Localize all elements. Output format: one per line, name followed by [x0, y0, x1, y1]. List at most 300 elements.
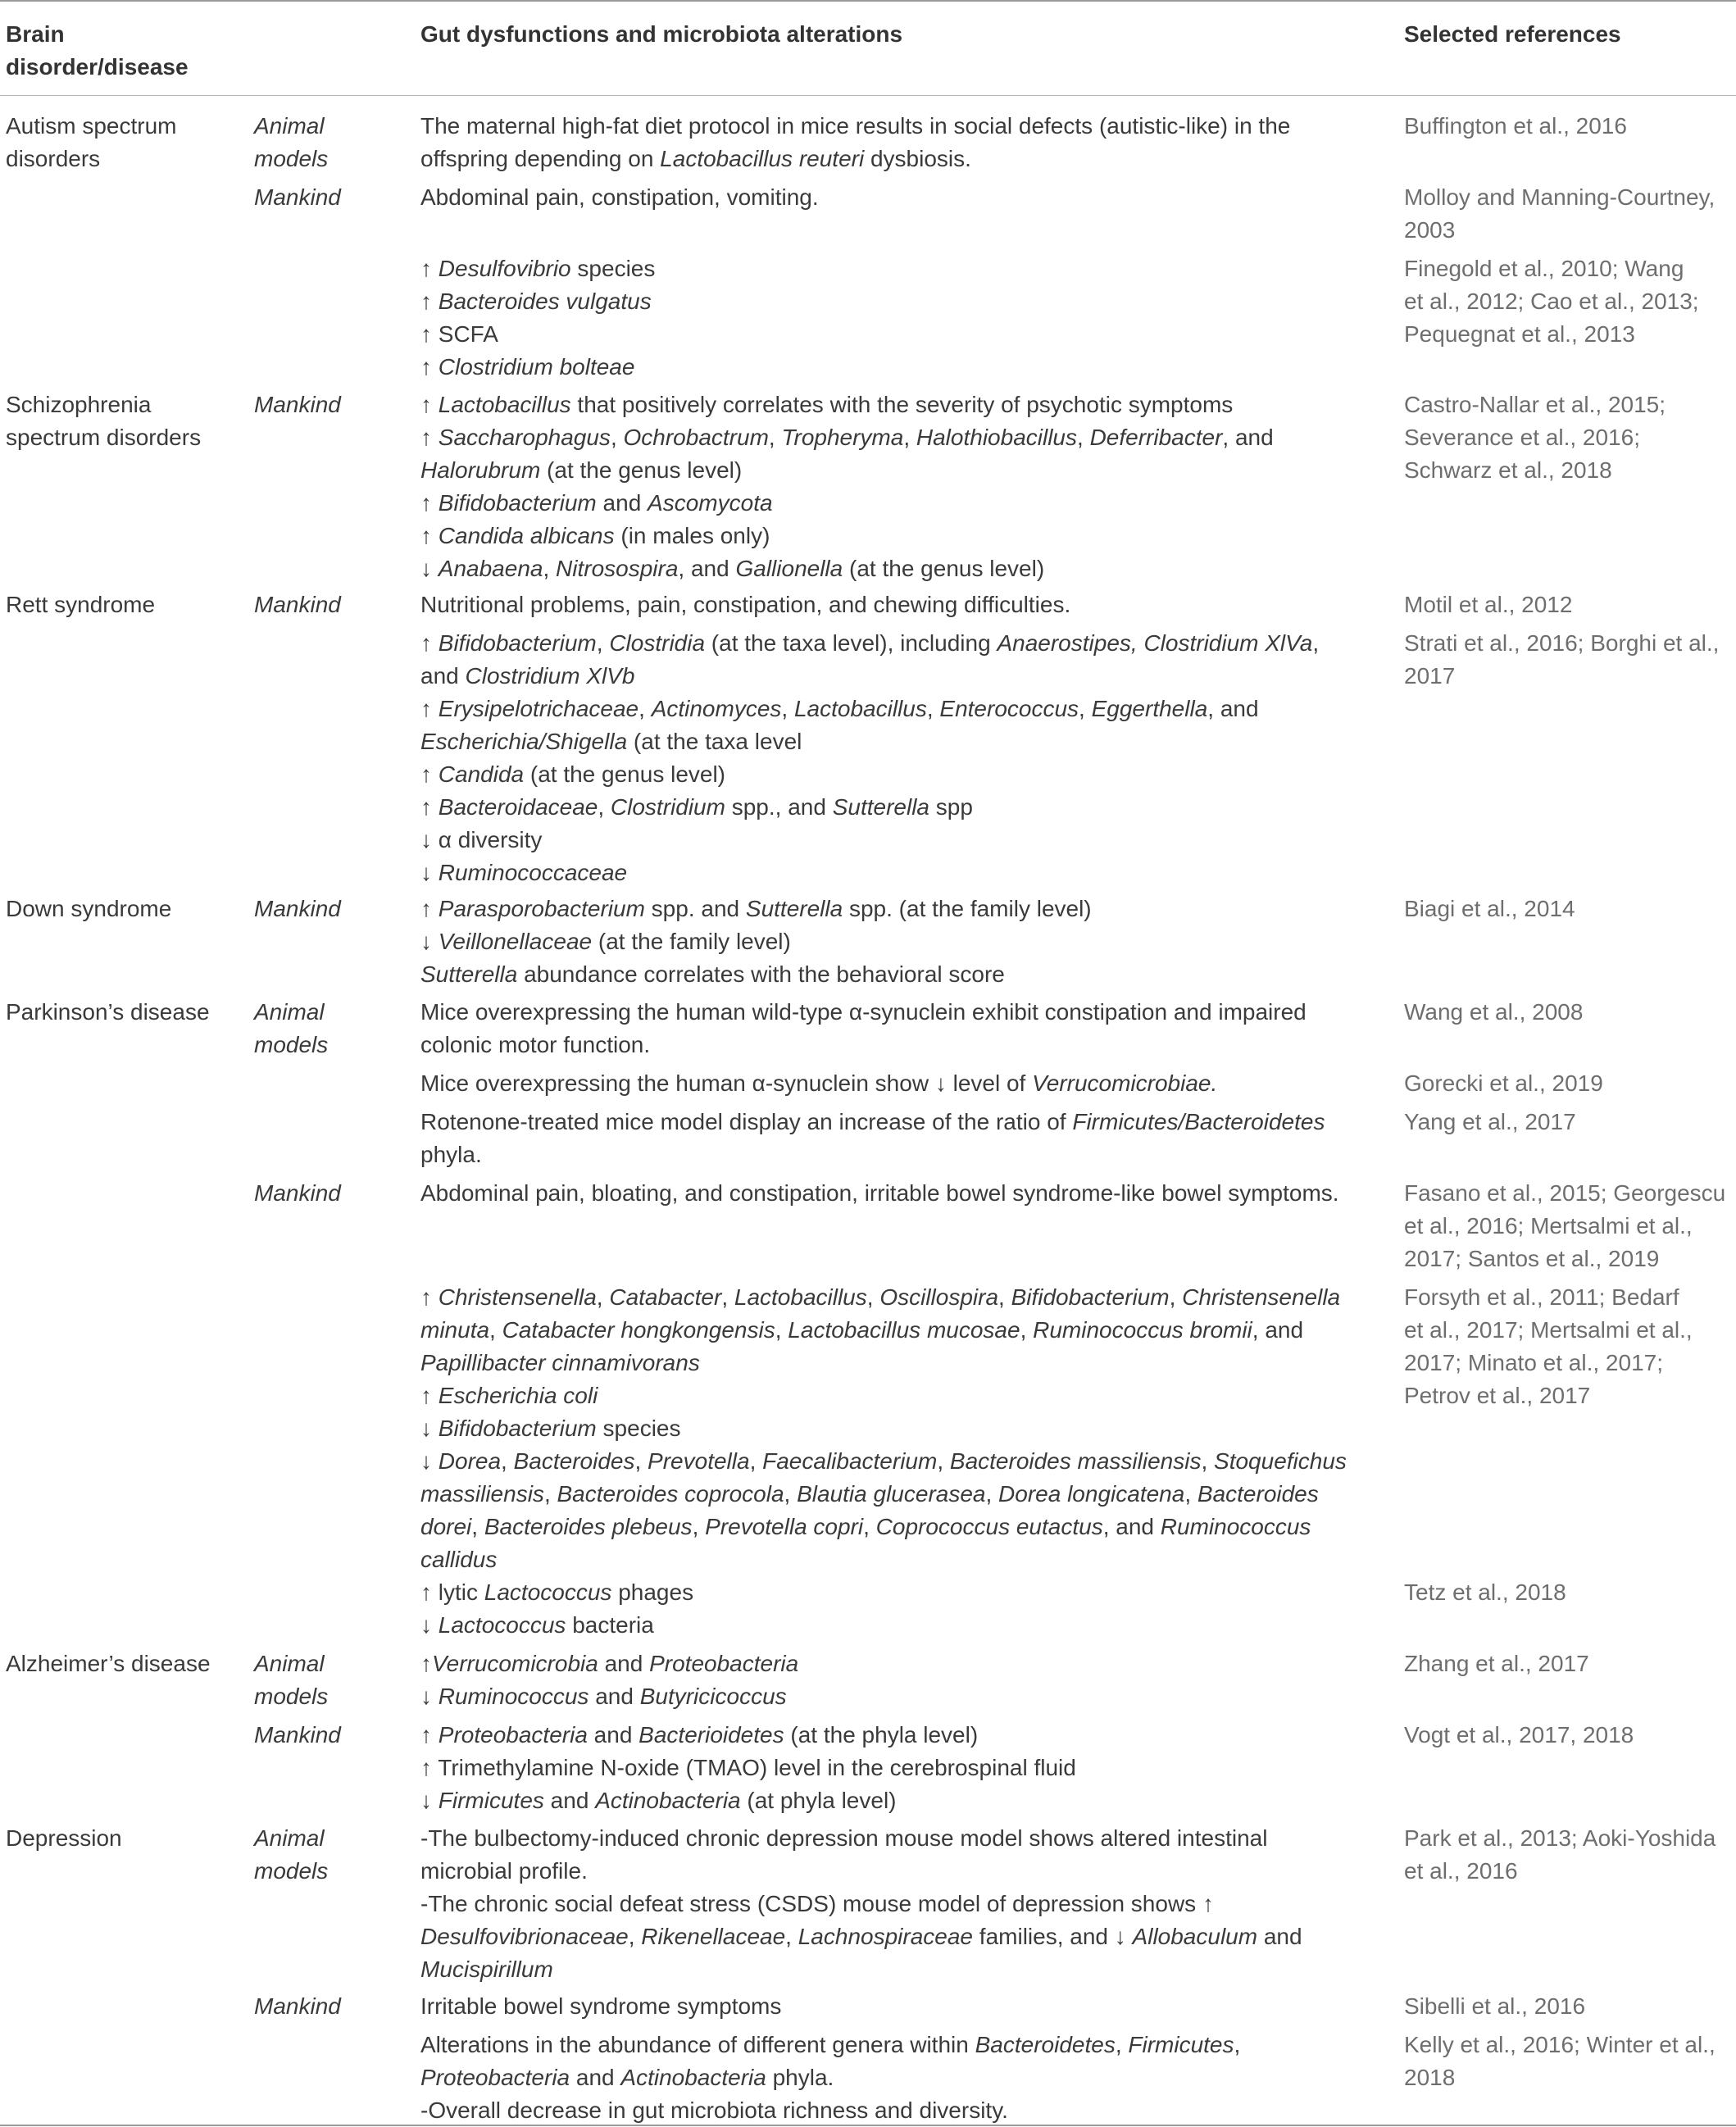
model-line: Mankind [254, 896, 341, 921]
alteration-line [420, 252, 1379, 285]
text-segment: , [489, 1317, 502, 1343]
text-segment: Deferribacter [1089, 425, 1223, 450]
text-segment: Bacteroides [1197, 1481, 1319, 1507]
text-segment: (in males only) [614, 523, 770, 548]
text-segment: , [543, 556, 557, 581]
text-segment: Nitrosospira [556, 556, 679, 581]
disorder-cell [6, 589, 243, 621]
disorder-cell [6, 1648, 243, 1680]
text-segment: Halothiobacillus [916, 425, 1077, 450]
alteration-line [420, 925, 1379, 958]
alterations-cell [420, 1648, 1379, 1713]
text-segment: , [628, 1924, 642, 1949]
text-segment: , [998, 1284, 1011, 1310]
alteration-line [420, 1106, 1379, 1138]
reference-line: 2017 [1404, 663, 1456, 689]
alteration-line [420, 110, 1379, 143]
alteration-line [420, 1412, 1379, 1445]
text-segment: , and [1102, 1514, 1161, 1539]
text-segment: (at the phyla level) [784, 1722, 979, 1748]
text-segment: Dorea longicatena [998, 1481, 1185, 1507]
text-segment: spp. and [644, 896, 746, 921]
text-segment: Clostridium [610, 794, 725, 820]
text-segment: Dorea [438, 1448, 502, 1474]
model-line: Mankind [254, 1180, 341, 1206]
references-cell [1404, 1822, 1732, 1888]
text-segment: and [598, 1651, 650, 1676]
text-segment: Firmicutes [1128, 2032, 1234, 2057]
text-segment: (at the genus level) [524, 761, 726, 787]
text-segment: , [775, 1317, 788, 1343]
alteration-line [420, 1680, 1379, 1713]
references-cell [1404, 893, 1732, 925]
alteration-line [420, 2094, 1379, 2127]
alteration-line [420, 285, 1379, 318]
text-segment: Actinobacteria [620, 2065, 766, 2090]
references-cell [1404, 1648, 1732, 1680]
text-segment: (at phyla level) [740, 1788, 897, 1813]
text-segment: Christensenella [438, 1284, 597, 1310]
alteration-line [420, 454, 1379, 487]
alterations-cell [420, 1719, 1379, 1817]
text-segment: Bifidobacterium [438, 1416, 597, 1441]
model-line: Animal [254, 1825, 325, 1851]
text-segment: , [1312, 630, 1320, 656]
alteration-line [420, 318, 1379, 351]
text-segment: Catabacter [609, 1284, 722, 1310]
text-segment: , [937, 1448, 950, 1474]
reference-line: 2018 [1404, 2065, 1456, 2090]
alteration-line [420, 893, 1379, 925]
references-cell [1404, 1990, 1732, 2023]
text-segment: ↑ [420, 794, 439, 820]
alterations-cell [420, 1990, 1379, 2023]
text-segment: (at the taxa level), including [705, 630, 998, 656]
text-segment: Abdominal pain, bloating, and constipation, irritable bowel syndrome-like bowel symptoms. [420, 1180, 1339, 1206]
text-segment: phyla. [766, 2065, 834, 2090]
text-segment: -The chronic social defeat stress (CSDS) mouse model of depression shows ↑ [420, 1891, 1214, 1916]
text-segment: (at the family level) [592, 929, 791, 954]
text-segment: ↑ SCFA [420, 321, 498, 347]
disorder-line: Depression [6, 1825, 122, 1851]
alteration-line [420, 1920, 1379, 1953]
reference-line: et al., 2017; Mertsalmi et al., [1404, 1317, 1693, 1343]
alteration-line [420, 1347, 1379, 1379]
text-segment: Rotenone-treated mice model display an increase of the ratio of [420, 1109, 1073, 1134]
alteration-line [420, 791, 1379, 824]
reference-line: Schwarz et al., 2018 [1404, 457, 1612, 483]
text-segment: ↓ [420, 929, 439, 954]
reference-line: Fasano et al., 2015; Georgescu [1404, 1180, 1726, 1206]
disorder-cell [6, 996, 243, 1029]
alteration-line [420, 1855, 1379, 1888]
alteration-line [420, 1543, 1379, 1576]
text-segment: that positively correlates with the severity of psychotic symptoms [570, 392, 1234, 417]
alteration-line [420, 1281, 1379, 1314]
text-segment: Bacterioidetes [639, 1722, 784, 1748]
text-segment: Halorubrum [420, 457, 541, 483]
model-cell [254, 1719, 410, 1752]
alteration-line [420, 1478, 1379, 1511]
alteration-line [420, 1138, 1379, 1171]
alteration-line [420, 1752, 1379, 1784]
text-segment: Clostridium XlVb [465, 663, 635, 689]
text-segment: massiliensis [420, 1481, 544, 1507]
reference-line: Kelly et al., 2016; Winter et al., [1404, 2032, 1716, 2057]
text-segment: ↑ [420, 354, 439, 379]
text-segment: Prevotella [648, 1448, 750, 1474]
text-segment: ↑ [420, 289, 439, 314]
text-segment: bacteria [566, 1612, 654, 1638]
alteration-line [420, 1784, 1379, 1817]
text-segment: Saccharophagus [438, 425, 611, 450]
text-segment: Mice overexpressing the human α-synuclein show ↓ level of [420, 1070, 1033, 1096]
text-segment: Faecalibacterium [762, 1448, 938, 1474]
text-segment: Alterations in the abundance of different genera within [420, 2032, 975, 2057]
reference-line: Vogt et al., 2017, 2018 [1404, 1722, 1634, 1748]
alterations-cell [420, 110, 1379, 175]
text-segment: Bacteroides massiliensis [949, 1448, 1202, 1474]
text-segment: Clostridium bolteae [438, 354, 635, 379]
references-cell [1404, 1067, 1732, 1100]
alteration-line [420, 1511, 1379, 1543]
alteration-line [420, 552, 1379, 585]
alteration-line [420, 1445, 1379, 1478]
model-line: Mankind [254, 1722, 341, 1748]
alteration-line [420, 1067, 1379, 1100]
text-segment: , [785, 1924, 798, 1949]
alterations-cell [420, 1177, 1379, 1210]
alteration-line [420, 725, 1379, 758]
text-segment: minuta [420, 1317, 490, 1343]
disorder-cell [6, 389, 243, 454]
text-segment: , [768, 425, 782, 450]
text-segment: ↑ [420, 425, 439, 450]
text-segment: and [1257, 1924, 1302, 1949]
text-segment: Actinomyces [651, 696, 782, 721]
text-segment: spp. (at the family level) [843, 896, 1092, 921]
text-segment: Ruminococcus bromii [1033, 1317, 1252, 1343]
alterations-cell [420, 589, 1379, 621]
text-segment: Ruminococcus [438, 1684, 589, 1709]
text-segment: , [1079, 696, 1092, 721]
reference-line: Castro-Nallar et al., 2015; [1404, 392, 1666, 417]
model-cell [254, 181, 410, 214]
text-segment: Mucispirillum [420, 1957, 553, 1982]
alterations-cell [420, 893, 1379, 991]
alterations-cell [420, 996, 1379, 1061]
reference-line: Tetz et al., 2018 [1404, 1579, 1566, 1605]
text-segment: Catabacter hongkongensis [502, 1317, 775, 1343]
text-segment: ↑ Trimethylamine N-oxide (TMAO) level in the cerebrospinal fluid [420, 1755, 1076, 1780]
alteration-line [420, 181, 1379, 214]
model-cell [254, 996, 410, 1061]
model-line: Mankind [254, 392, 341, 417]
reference-line: 2003 [1404, 217, 1456, 243]
text-segment: , [1234, 2032, 1241, 2057]
text-segment: , [1201, 1448, 1215, 1474]
text-segment: Abdominal pain, constipation, vomiting. [420, 184, 819, 210]
text-segment: , and [1252, 1317, 1304, 1343]
text-segment: Gallionella [735, 556, 843, 581]
text-segment: , [749, 1448, 763, 1474]
text-segment: and [589, 1684, 640, 1709]
alteration-line [420, 1822, 1379, 1855]
references-cell [1404, 1576, 1732, 1609]
model-cell [254, 1177, 410, 1210]
text-segment: Firmicutes/Bacteroidetes [1072, 1109, 1325, 1134]
text-segment: ↓ [420, 860, 439, 885]
text-segment: Christensenella [1182, 1284, 1341, 1310]
text-segment: ↑ [420, 392, 439, 417]
references-cell [1404, 1177, 1732, 1275]
text-segment: Ruminococcus [1160, 1514, 1311, 1539]
text-segment: Ascomycota [648, 490, 773, 516]
disorder-cell [6, 893, 243, 925]
text-segment: Erysipelotrichaceae [438, 696, 639, 721]
text-segment: Sutterella [420, 961, 518, 987]
reference-line: et al., 2016; Mertsalmi et al., [1404, 1213, 1693, 1238]
text-segment: Papillibacter cinnamivorans [420, 1350, 700, 1375]
alterations-cell [420, 181, 1379, 214]
alteration-line [420, 857, 1379, 889]
disorder-line: Down syndrome [6, 896, 172, 921]
text-segment: , [634, 1448, 648, 1474]
text-segment: Bacteroides coprocola [557, 1481, 784, 1507]
reference-line: Buffington et al., 2016 [1404, 113, 1627, 139]
text-segment: Sutterella [832, 794, 930, 820]
model-line: models [254, 1684, 329, 1709]
header-disorder: Brain disorder/disease [6, 21, 189, 80]
alteration-line [420, 1990, 1379, 2023]
alteration-line [420, 520, 1379, 552]
text-segment: Firmicutes [438, 1788, 544, 1813]
alteration-line [420, 1888, 1379, 1920]
alteration-line [420, 1576, 1379, 1609]
text-segment: species [570, 256, 656, 281]
text-segment: Irritable bowel syndrome symptoms [420, 1993, 782, 2019]
reference-line: 2017; Santos et al., 2019 [1404, 1246, 1660, 1271]
alteration-line [420, 589, 1379, 621]
text-segment: ↓ [420, 1788, 439, 1813]
reference-line: Petrov et al., 2017 [1404, 1383, 1591, 1408]
text-segment: ↑ [420, 1284, 439, 1310]
text-segment: phyla. [420, 1142, 482, 1167]
model-cell [254, 1648, 410, 1713]
alteration-line [420, 1029, 1379, 1061]
text-segment: Bacteroides vulgatus [438, 289, 652, 314]
reference-line: Motil et al., 2012 [1404, 592, 1573, 617]
text-segment: -The bulbectomy-induced chronic depression mouse model shows altered intestinal [420, 1825, 1268, 1851]
text-segment: , [985, 1481, 999, 1507]
text-segment: (at the genus level) [540, 457, 743, 483]
references-cell [1404, 110, 1732, 143]
references-cell [1404, 181, 1732, 247]
text-segment: Actinobacteria [595, 1788, 741, 1813]
alteration-line [420, 2029, 1379, 2061]
model-line: models [254, 146, 329, 171]
text-segment: Butyricicoccus [639, 1684, 787, 1709]
text-segment: Clostridia [609, 630, 706, 656]
reference-line: Park et al., 2013; Aoki-Yoshida [1404, 1825, 1716, 1851]
text-segment: Allobaculum [1132, 1924, 1258, 1949]
text-segment: dysbiosis. [864, 146, 971, 171]
header-alterations: Gut dysfunctions and microbiota alterations [420, 21, 903, 47]
text-segment: Bacteroidetes [975, 2032, 1116, 2057]
text-segment: Bacteroidaceae [438, 794, 598, 820]
text-segment: families, and ↓ [973, 1924, 1133, 1949]
text-segment: (at the taxa level [627, 729, 802, 754]
alteration-line [420, 958, 1379, 991]
text-segment: , [596, 630, 610, 656]
reference-line: Forsyth et al., 2011; Bedarf [1404, 1284, 1679, 1310]
alteration-line [420, 421, 1379, 454]
reference-line: Yang et al., 2017 [1404, 1109, 1576, 1134]
model-line: Mankind [254, 1993, 341, 2019]
text-segment: The maternal high-fat diet protocol in mice results in social defects (autistic-like) in the [420, 113, 1291, 139]
text-segment: , [639, 696, 652, 721]
disorder-line: Schizophrenia [6, 392, 152, 417]
text-segment: ↑ [420, 1383, 439, 1408]
disorder-line: Alzheimer’s disease [6, 1651, 211, 1676]
text-segment: Lactobacillus [438, 392, 571, 417]
reference-line: et al., 2016 [1404, 1858, 1518, 1884]
alteration-line [420, 1177, 1379, 1210]
text-segment: ↓ [420, 1416, 439, 1441]
text-segment: -Overall decrease in gut microbiota richness and diversity. [420, 2097, 1008, 2123]
text-segment: Enterococcus [939, 696, 1079, 721]
text-segment: (at the genus level) [843, 556, 1045, 581]
text-segment: ↑ lytic [420, 1579, 484, 1605]
text-segment: Bacteroides plebeus [484, 1514, 693, 1539]
text-segment: Ruminococcaceae [438, 860, 628, 885]
text-segment: Bifidobacterium [1011, 1284, 1170, 1310]
text-segment: ↑ [420, 630, 439, 656]
alteration-line [420, 758, 1379, 791]
references-cell [1404, 252, 1732, 351]
text-segment: , [721, 1284, 734, 1310]
reference-line: et al., 2012; Cao et al., 2013; [1404, 289, 1699, 314]
alteration-line [420, 487, 1379, 520]
model-line: Mankind [254, 592, 341, 617]
references-cell [1404, 1281, 1732, 1412]
alteration-line [420, 824, 1379, 857]
text-segment: Proteobacteria [420, 2065, 570, 2090]
text-segment: dorei [420, 1514, 472, 1539]
references-cell [1404, 996, 1732, 1029]
text-segment: Anabaena [438, 556, 543, 581]
text-segment: , [926, 696, 940, 721]
text-segment: , [903, 425, 916, 450]
reference-line: Molloy and Manning-Courtney, [1404, 184, 1716, 210]
text-segment: , and [1207, 696, 1259, 721]
reference-line: 2017; Minato et al., 2017; [1404, 1350, 1663, 1375]
text-segment: ↓ [420, 1448, 439, 1474]
text-segment: Bacteroides [513, 1448, 635, 1474]
text-segment: Blautia glucerasea [797, 1481, 986, 1507]
text-segment: ↑ [420, 896, 439, 921]
alterations-cell [420, 1576, 1379, 1642]
text-segment: Prevotella copri [705, 1514, 864, 1539]
alterations-cell [420, 627, 1379, 889]
alteration-line [420, 351, 1379, 384]
text-segment: Ochrobactrum [623, 425, 769, 450]
alterations-cell [420, 1822, 1379, 1986]
reference-line: Sibelli et al., 2016 [1404, 1993, 1586, 2019]
model-line: models [254, 1858, 329, 1884]
text-segment: Proteobacteria [438, 1722, 588, 1748]
text-segment: and [587, 1722, 639, 1748]
text-segment: ↑ [420, 1722, 439, 1748]
alterations-cell [420, 1067, 1379, 1100]
disorder-cell [6, 1822, 243, 1855]
text-segment: spp [929, 794, 973, 820]
text-segment: Anaerostipes, Clostridium XlVa [997, 630, 1313, 656]
text-segment: Nutritional problems, pain, constipation, and chewing difficulties. [420, 592, 1071, 617]
model-cell [254, 389, 410, 421]
reference-line: Gorecki et al., 2019 [1404, 1070, 1603, 1096]
reference-line: Pequegnat et al., 2013 [1404, 321, 1635, 347]
model-line: models [254, 1032, 329, 1057]
text-segment: Veillonellaceae [438, 929, 593, 954]
text-segment: Oscillospira [879, 1284, 999, 1310]
text-segment: ↑ [420, 256, 439, 281]
text-segment: Escherichia coli [438, 1383, 598, 1408]
text-segment: , and [1222, 425, 1274, 450]
text-segment: Stoquefichus [1214, 1448, 1347, 1474]
alteration-line [420, 1648, 1379, 1680]
text-segment: species [596, 1416, 681, 1441]
text-segment: , and [678, 556, 736, 581]
text-segment: Lactobacillus reuteri [660, 146, 865, 171]
alteration-line [420, 1379, 1379, 1412]
reference-line: Finegold et al., 2010; Wang [1404, 256, 1684, 281]
text-segment: , [501, 1448, 514, 1474]
text-segment: , [543, 1481, 557, 1507]
text-segment: , [598, 794, 611, 820]
text-segment: spp., and [725, 794, 833, 820]
text-segment: Desulfovibrionaceae [420, 1924, 629, 1949]
alteration-line [420, 1314, 1379, 1347]
reference-line: Biagi et al., 2014 [1404, 896, 1575, 921]
text-segment: , [596, 1284, 610, 1310]
model-cell [254, 589, 410, 621]
header-references: Selected references [1404, 21, 1621, 47]
references-cell [1404, 1719, 1732, 1752]
disorder-line: Parkinson’s disease [6, 999, 210, 1025]
text-segment: Desulfovibrio [438, 256, 571, 281]
model-line: Animal [254, 113, 325, 139]
text-segment: , [1169, 1284, 1183, 1310]
text-segment: Eggerthella [1091, 696, 1208, 721]
disorder-line: Autism spectrum [6, 113, 177, 139]
text-segment: Lactobacillus [793, 696, 927, 721]
text-segment: Lactococcus [438, 1612, 566, 1638]
header-row [0, 18, 1736, 84]
text-segment: , [692, 1514, 706, 1539]
references-cell [1404, 627, 1732, 693]
text-segment: Lactobacillus [734, 1284, 867, 1310]
text-segment: and [543, 1788, 596, 1813]
alteration-line [420, 1953, 1379, 1986]
text-segment: Mice overexpressing the human wild-type α-synuclein exhibit constipation and impaired [420, 999, 1307, 1025]
text-segment: , [1020, 1317, 1034, 1343]
text-segment: ↓ [420, 556, 439, 581]
alteration-line [420, 660, 1379, 693]
text-segment: , [471, 1514, 484, 1539]
text-segment: Proteobacteria [649, 1651, 799, 1676]
top-rule [0, 0, 1736, 2]
